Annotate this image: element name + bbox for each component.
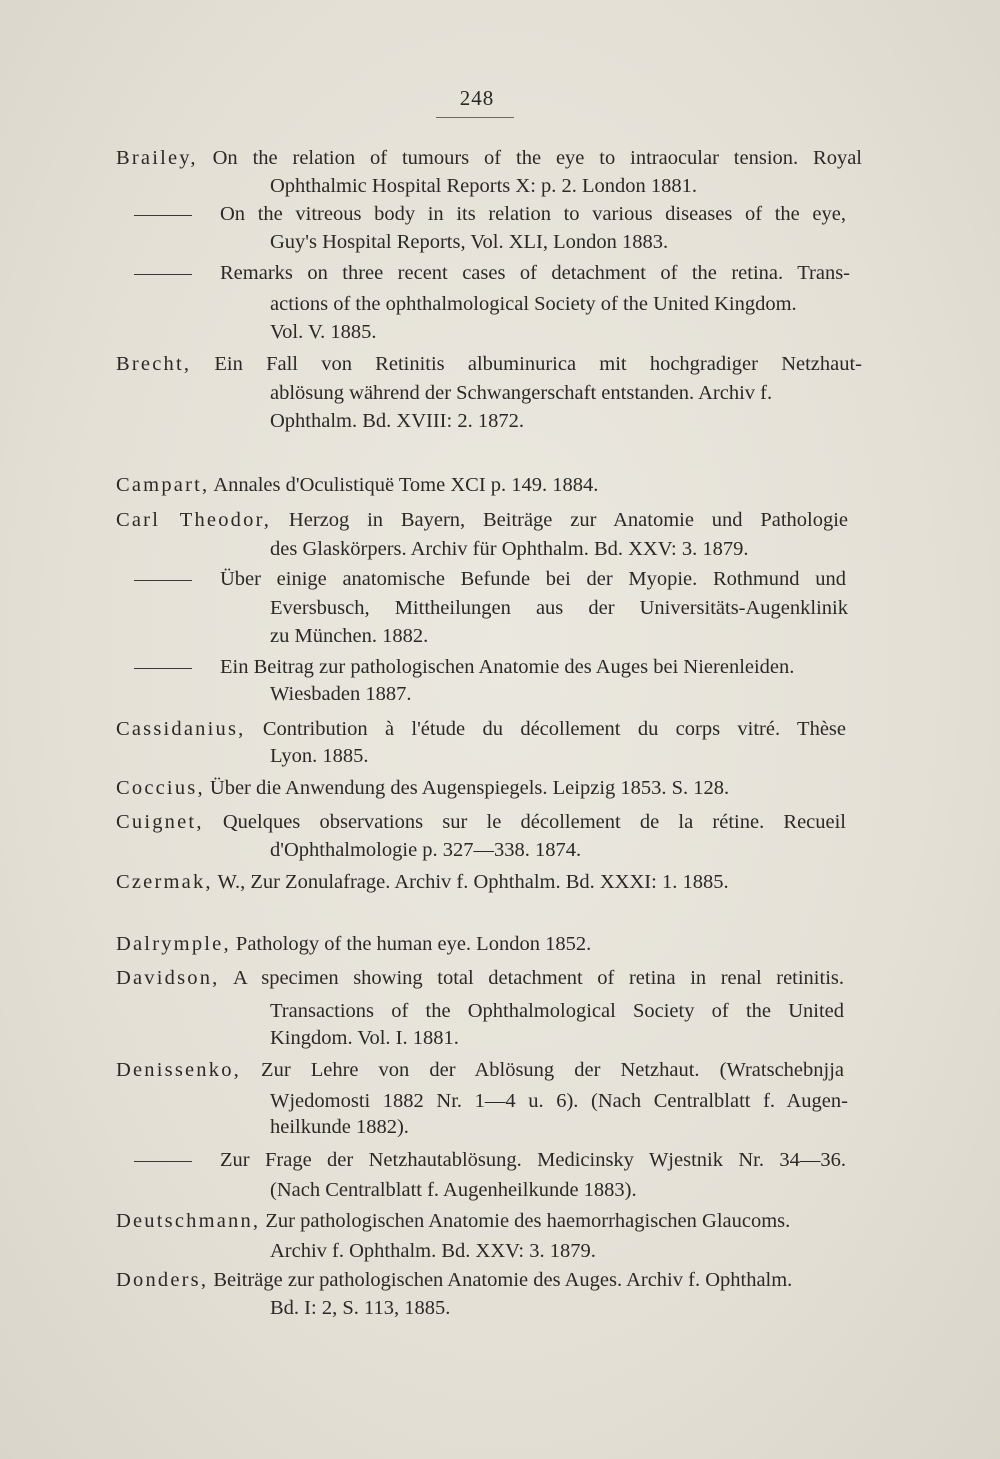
reference-text: Zur Frage der Netzhautablösung. Medicinsky Wjestnik Nr. 34—36.	[220, 1149, 846, 1171]
reference-line	[270, 537, 748, 561]
reference-text: W., Zur Zonulafrage. Archiv f. Ophthalm. Bd. XXXI: 1. 1885.	[217, 871, 729, 893]
reference-author: Denissenko,	[116, 1059, 241, 1081]
reference-text: Kingdom. Vol. I. 1881.	[270, 1027, 459, 1049]
reference-text: des Glaskörpers. Archiv für Ophthalm. Bd. XXV: 3. 1879.	[270, 538, 749, 560]
reference-line	[270, 1115, 409, 1139]
reference-line	[270, 1296, 450, 1320]
reference-text: heilkunde 1882).	[270, 1116, 409, 1138]
reference-text: Pathology of the human eye. London 1852.	[235, 933, 592, 955]
reference-text: Über die Anwendung des Augenspiegels. Leipzig 1853. S. 128.	[209, 777, 730, 799]
reference-line	[270, 230, 668, 254]
reference-text: Wjedomosti 1882 Nr. 1—4 u. 6). (Nach Centralblatt f. Augen-	[270, 1090, 848, 1112]
reference-text: Annales d'Oculistiquë Tome XCI p. 149. 1884.	[213, 474, 599, 496]
reference-text: Eversbusch, Mittheilungen aus der Universitäts-Augenklinik	[270, 597, 848, 619]
reference-text: On the relation of tumours of the eye to intraocular tension. Royal	[212, 147, 863, 169]
ditto-dash	[134, 1161, 192, 1162]
reference-line	[116, 146, 862, 170]
reference-line	[116, 352, 862, 376]
reference-author: Donders,	[116, 1269, 209, 1291]
reference-line	[270, 292, 797, 316]
reference-line	[270, 596, 848, 620]
reference-text: Zur pathologischen Anatomie des haemorrhagischen Glaucoms.	[265, 1210, 791, 1232]
reference-text: Beiträge zur pathologischen Anatomie des Auges. Archiv f. Ophthalm.	[213, 1269, 793, 1291]
reference-text: Lyon. 1885.	[270, 745, 369, 767]
reference-text: actions of the ophthalmological Society of the United Kingdom.	[270, 293, 797, 315]
reference-line	[270, 1239, 596, 1263]
reference-author: Cuignet,	[116, 811, 204, 833]
reference-text: Contribution à l'étude du décollement du corps vitré. Thèse	[262, 718, 847, 740]
reference-line	[116, 776, 729, 800]
reference-text: d'Ophthalmologie p. 327—338. 1874.	[270, 839, 582, 861]
ditto-dash	[134, 274, 192, 275]
reference-text: Guy's Hospital Reports, Vol. XLI, London 1883.	[270, 231, 669, 253]
reference-line	[116, 717, 846, 741]
reference-line	[270, 744, 369, 768]
reference-line	[134, 261, 850, 285]
reference-line	[270, 409, 524, 433]
reference-text: Ein Beitrag zur pathologischen Anatomie des Auges bei Nierenleiden.	[220, 656, 795, 678]
reference-author: Davidson,	[116, 967, 220, 989]
reference-line	[116, 1268, 846, 1292]
reference-line	[116, 932, 591, 956]
reference-line	[270, 682, 412, 706]
reference-line	[116, 966, 844, 990]
reference-author: Cassidanius,	[116, 718, 246, 740]
reference-text: Zur Lehre von der Ablösung der Netzhaut. (Wratschebnjja	[261, 1059, 845, 1081]
reference-line	[134, 1148, 846, 1172]
ditto-dash	[134, 580, 192, 581]
reference-line	[270, 624, 428, 648]
reference-text: (Nach Centralblatt f. Augenheilkunde 1883).	[270, 1179, 637, 1201]
reference-text: ablösung während der Schwangerschaft entstanden. Archiv f.	[270, 382, 773, 404]
reference-line	[116, 870, 729, 894]
reference-line	[270, 1026, 459, 1050]
reference-line	[270, 1178, 637, 1202]
reference-author: Campart,	[116, 474, 210, 496]
page-number: 248	[459, 86, 495, 110]
reference-text: Ophthalmic Hospital Reports X: p. 2. London 1881.	[270, 175, 698, 197]
reference-text: Wiesbaden 1887.	[270, 683, 412, 705]
reference-line	[116, 1209, 844, 1233]
page-number-rule	[436, 117, 514, 118]
reference-text: On the vitreous body in its relation to various diseases of the eye,	[220, 203, 846, 225]
reference-line	[134, 655, 844, 679]
reference-text: Ein Fall von Retinitis albuminurica mit hochgradiger Netzhaut-	[214, 353, 863, 375]
reference-text: Archiv f. Ophthalm. Bd. XXV: 3. 1879.	[270, 1240, 596, 1262]
reference-author: Coccius,	[116, 777, 205, 799]
reference-line	[116, 810, 846, 834]
reference-text: Vol. V. 1885.	[270, 321, 377, 343]
reference-line	[134, 202, 846, 226]
reference-line	[134, 567, 846, 591]
reference-line	[116, 508, 848, 532]
reference-text: Quelques observations sur le décollement de la rétine. Recueil	[222, 811, 847, 833]
reference-line	[270, 381, 772, 405]
reference-line	[116, 1058, 844, 1082]
reference-text: A specimen showing total detachment of retina in renal retinitis.	[232, 967, 844, 989]
reference-text: Transactions of the Ophthalmological Society of the United	[270, 1000, 844, 1022]
reference-author: Brecht,	[116, 353, 192, 375]
reference-author: Carl Theodor,	[116, 509, 272, 531]
ditto-dash	[134, 215, 192, 216]
reference-text: Remarks on three recent cases of detachment of the retina. Trans-	[220, 262, 850, 284]
reference-author: Dalrymple,	[116, 933, 231, 955]
reference-author: Deutschmann,	[116, 1210, 261, 1232]
reference-text: zu München. 1882.	[270, 625, 429, 647]
reference-text: Bd. I: 2, S. 113, 1885.	[270, 1297, 451, 1319]
reference-line	[270, 1089, 848, 1113]
reference-line	[270, 838, 581, 862]
ditto-dash	[134, 668, 192, 669]
reference-line	[270, 320, 377, 344]
reference-line	[270, 999, 844, 1023]
reference-line	[116, 473, 598, 497]
reference-line	[270, 174, 697, 198]
reference-text: Ophthalm. Bd. XVIII: 2. 1872.	[270, 410, 524, 432]
reference-author: Brailey,	[116, 147, 198, 169]
reference-author: Czermak,	[116, 871, 213, 893]
reference-text: Über einige anatomische Befunde bei der Myopie. Rothmund und	[220, 568, 846, 590]
reference-text: Herzog in Bayern, Beiträge zur Anatomie und Pathologie	[288, 509, 848, 531]
